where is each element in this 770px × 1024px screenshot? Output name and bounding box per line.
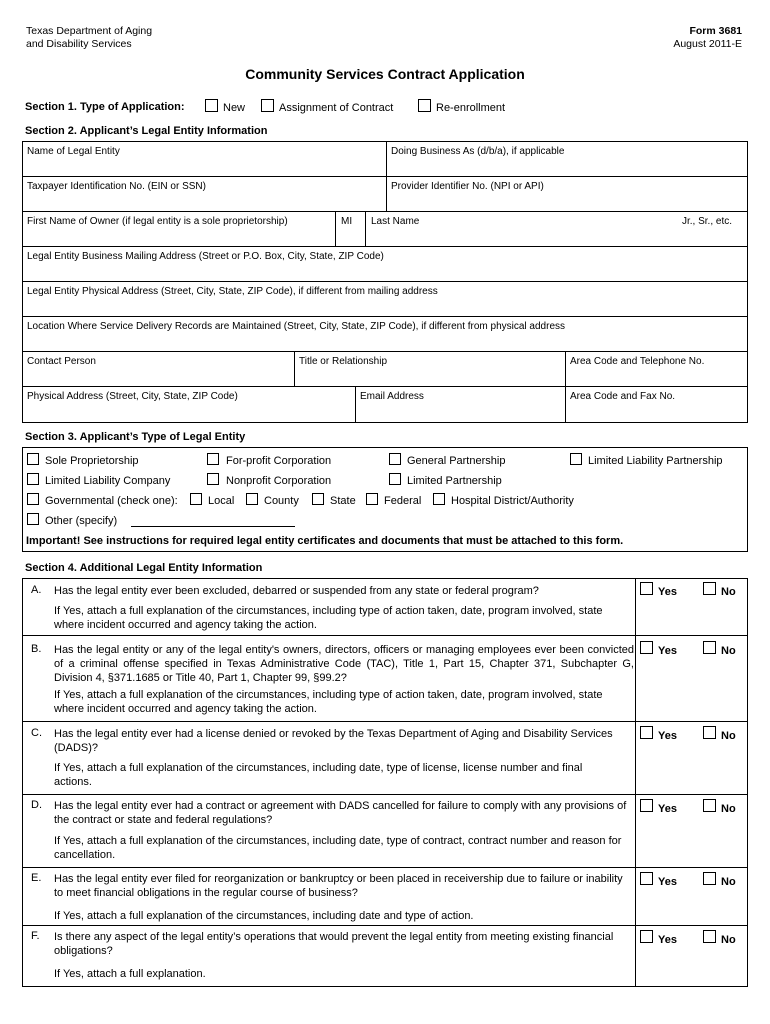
owner-first-name-field[interactable]: First Name of Owner (if legal entity is a sole proprietorship) xyxy=(27,216,288,227)
question-f-text: Is there any aspect of the legal entity’s operations that would prevent the legal entity from meeting existing financial obligations? xyxy=(54,931,614,957)
checkbox-other[interactable] xyxy=(27,513,39,525)
question-b-followup: If Yes, attach a full explanation of the circumstances, including type of action taken, date, program involved, state where incident occurred and agency taking the action. xyxy=(54,689,603,715)
question-f-letter: F. xyxy=(31,930,40,942)
local-label: Local xyxy=(208,495,235,507)
records-location-field[interactable]: Location Where Service Delivery Records are Maintained (Street, City, State, ZIP Code), if different from physical address xyxy=(27,321,566,332)
question-c-yes-label: Yes xyxy=(658,730,677,742)
telephone-field[interactable]: Area Code and Telephone No. xyxy=(570,356,705,367)
section3-label: Section 3. Applicant’s Type of Legal Entity xyxy=(25,431,246,443)
question-e-no-checkbox[interactable] xyxy=(703,872,716,885)
tin-field[interactable]: Taxpayer Identification No. (EIN or SSN) xyxy=(27,181,206,192)
question-b-yes-label: Yes xyxy=(658,645,677,657)
section1-label: Section 1. Type of Application: xyxy=(25,101,185,113)
form-date: August 2011-E xyxy=(673,38,742,50)
county-label: County xyxy=(264,495,299,507)
question-b-letter: B. xyxy=(31,643,42,655)
checkbox-state[interactable] xyxy=(312,493,324,505)
question-c-yes-checkbox[interactable] xyxy=(640,726,653,739)
question-a-letter: A. xyxy=(31,584,42,596)
question-d-letter: D. xyxy=(31,799,42,811)
agency-name xyxy=(26,25,152,51)
form-id xyxy=(673,25,742,51)
question-d-no-checkbox[interactable] xyxy=(703,799,716,812)
agency-line-1: Texas Department of Aging xyxy=(26,25,153,37)
question-a-yes-label: Yes xyxy=(658,586,677,598)
checkbox-federal[interactable] xyxy=(366,493,378,505)
question-b-no-checkbox[interactable] xyxy=(703,641,716,654)
option-reenrollment-label: Re-enrollment xyxy=(436,102,506,114)
question-a-yes-checkbox[interactable] xyxy=(640,582,653,595)
state-label: State xyxy=(330,495,356,507)
important-notice: Important! See instructions for required legal entity certificates and documents that must be attached to this form. xyxy=(26,535,624,547)
question-d-text: Has the legal entity ever had a contract or agreement with DADS cancelled for failure to comply with any provisions of the contract or state and federal regulations? xyxy=(54,800,627,826)
question-b-text: Has the legal entity or any of the legal entity's owners, directors, officers or managing employees ever been convicted of a criminal offense specified in Texas Administrative Code (TAC), Title 1, Part 15, Chapter 371, Subchapter G, Division 4, §371.1685 or Title 40, Part 1, Chapter 99, §99.2? xyxy=(54,644,634,684)
question-c-no-checkbox[interactable] xyxy=(703,726,716,739)
question-f-yes-checkbox[interactable] xyxy=(640,930,653,943)
other-specify-line[interactable] xyxy=(131,526,295,527)
checkbox-llc[interactable] xyxy=(27,473,39,485)
option-assignment-label: Assignment of Contract xyxy=(279,102,394,114)
checkbox-limited-partnership[interactable] xyxy=(389,473,401,485)
section2-label: Section 2. Applicant’s Legal Entity Information xyxy=(25,125,268,137)
llc-label: Limited Liability Company xyxy=(45,475,171,487)
question-d-yes-checkbox[interactable] xyxy=(640,799,653,812)
other-label: Other (specify) xyxy=(45,515,118,527)
checkbox-general-partnership[interactable] xyxy=(389,453,401,465)
owner-last-name-field[interactable]: Last Name xyxy=(371,216,420,227)
question-f-followup: If Yes, attach a full explanation. xyxy=(54,968,206,980)
question-f-no-checkbox[interactable] xyxy=(703,930,716,943)
agency-line-2: and Disability Services xyxy=(26,38,132,50)
question-c-letter: C. xyxy=(31,727,42,739)
checkbox-new[interactable] xyxy=(205,99,218,112)
hospital-district-label: Hospital District/Authority xyxy=(451,495,574,507)
checkbox-sole-proprietorship[interactable] xyxy=(27,453,39,465)
checkbox-assignment-of-contract[interactable] xyxy=(261,99,274,112)
question-e-letter: E. xyxy=(31,872,42,884)
physical-address-field[interactable]: Legal Entity Physical Address (Street, City, State, ZIP Code), if different from mailing address xyxy=(27,286,438,297)
question-e-followup: If Yes, attach a full explanation of the circumstances, including date and type of action. xyxy=(54,910,474,922)
for-profit-label: For-profit Corporation xyxy=(226,455,332,467)
contact-person-field[interactable]: Contact Person xyxy=(27,356,96,367)
checkbox-nonprofit[interactable] xyxy=(207,473,219,485)
checkbox-llp[interactable] xyxy=(570,453,582,465)
dba-field[interactable]: Doing Business As (d/b/a), if applicable xyxy=(391,146,565,157)
federal-label: Federal xyxy=(384,495,422,507)
provider-id-field[interactable]: Provider Identifier No. (NPI or API) xyxy=(391,181,544,192)
question-e-text: Has the legal entity ever filed for reorganization or bankruptcy or been placed in receivership due to failure or inability to meet financial obligations in the regular course of business? xyxy=(54,873,623,899)
checkbox-hospital-district[interactable] xyxy=(433,493,445,505)
nonprofit-label: Nonprofit Corporation xyxy=(226,475,332,487)
limited-partnership-label: Limited Partnership xyxy=(407,475,502,487)
general-partnership-label: General Partnership xyxy=(407,455,506,467)
sole-proprietorship-label: Sole Proprietorship xyxy=(45,455,139,467)
checkbox-county[interactable] xyxy=(246,493,258,505)
question-c-text: Has the legal entity ever had a license denied or revoked by the Texas Department of Aging and Disability Services (DADS)? xyxy=(54,728,613,754)
page-title: Community Services Contract Application xyxy=(245,66,525,82)
question-a-no-label: No xyxy=(721,586,736,598)
question-b-no-label: No xyxy=(721,645,736,657)
question-e-yes-checkbox[interactable] xyxy=(640,872,653,885)
contact-address-field[interactable]: Physical Address (Street, City, State, ZIP Code) xyxy=(27,391,238,402)
checkbox-for-profit[interactable] xyxy=(207,453,219,465)
llp-label: Limited Liability Partnership xyxy=(588,455,723,467)
checkbox-governmental[interactable] xyxy=(27,493,39,505)
question-a-no-checkbox[interactable] xyxy=(703,582,716,595)
email-field[interactable]: Email Address xyxy=(360,391,424,402)
question-e-no-label: No xyxy=(721,876,736,888)
question-e-yes-label: Yes xyxy=(658,876,677,888)
question-c-no-label: No xyxy=(721,730,736,742)
question-d-yes-label: Yes xyxy=(658,803,677,815)
fax-field[interactable]: Area Code and Fax No. xyxy=(570,391,676,402)
question-a-followup: If Yes, attach a full explanation of the circumstances, including type of action taken, date, program involved, state where incident occurred and agency taking the action. xyxy=(54,605,603,631)
question-d-followup: If Yes, attach a full explanation of the circumstances, including date, type of contract, contract number and reason for cancellation. xyxy=(54,835,622,861)
option-new-label: New xyxy=(223,102,246,114)
owner-suffix-field[interactable]: Jr., Sr., etc. xyxy=(682,216,733,227)
question-b-yes-checkbox[interactable] xyxy=(640,641,653,654)
mailing-address-field[interactable]: Legal Entity Business Mailing Address (Street or P.O. Box, City, State, ZIP Code) xyxy=(27,251,384,262)
legal-entity-name-field[interactable]: Name of Legal Entity xyxy=(27,146,120,157)
governmental-label: Governmental (check one): xyxy=(45,495,178,507)
section4-label: Section 4. Additional Legal Entity Information xyxy=(25,562,263,574)
checkbox-local[interactable] xyxy=(190,493,202,505)
question-d-no-label: No xyxy=(721,803,736,815)
owner-mi-field[interactable]: MI xyxy=(341,216,353,227)
form-number: Form 3681 xyxy=(689,25,742,37)
title-relationship-field[interactable]: Title or Relationship xyxy=(299,356,388,367)
question-a-text: Has the legal entity ever been excluded, debarred or suspended from any state or federal program? xyxy=(54,585,539,597)
question-c-followup: If Yes, attach a full explanation of the circumstances, including date, type of license, license number and final actions. xyxy=(54,762,583,788)
question-f-yes-label: Yes xyxy=(658,934,677,946)
question-f-no-label: No xyxy=(721,934,736,946)
checkbox-re-enrollment[interactable] xyxy=(418,99,431,112)
